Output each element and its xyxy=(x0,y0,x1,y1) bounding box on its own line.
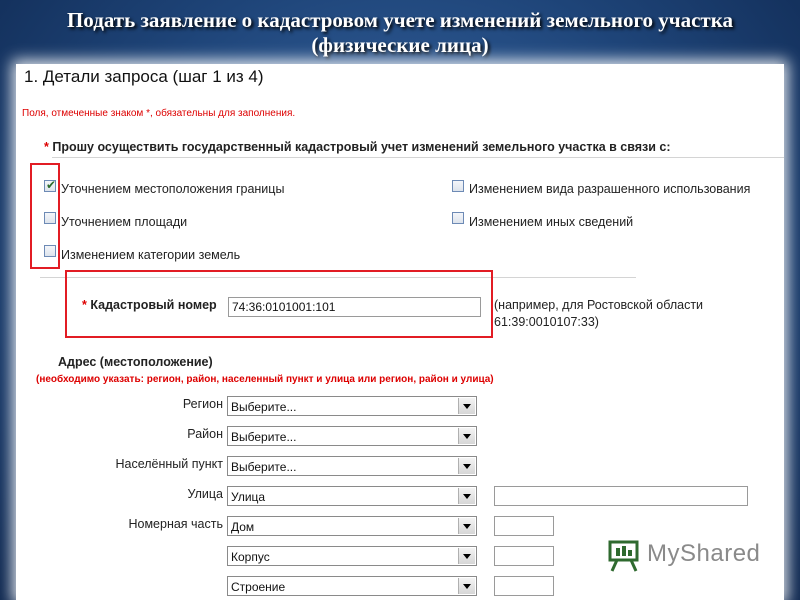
change-reason-question-text: Прошу осуществить государственный кадастровый учет изменений земельного участка в связи с: xyxy=(52,140,671,154)
required-fields-note: Поля, отмеченные знаком *, обязательны для заполнения. xyxy=(22,108,296,119)
step-title: 1. Детали запроса (шаг 1 из 4) xyxy=(24,67,264,86)
cadastral-number-label xyxy=(82,298,217,312)
building-type-select-value: Корпус xyxy=(231,550,270,564)
required-star: * xyxy=(82,298,87,312)
option-label-permitted-use: Изменением вида разрашенного использования xyxy=(469,182,751,196)
question-divider xyxy=(52,157,784,158)
dropdown-arrow-icon[interactable] xyxy=(458,518,475,534)
checkbox-permitted-use[interactable] xyxy=(452,180,464,192)
address-section-title: Адрес (местоположение) xyxy=(58,355,213,369)
required-star: * xyxy=(44,140,49,154)
district-label: Район xyxy=(187,427,223,441)
region-select-value: Выберите... xyxy=(231,400,297,414)
cadastral-number-input[interactable] xyxy=(228,297,481,317)
cadastral-number-label-text: Кадастровый номер xyxy=(90,298,217,312)
form-panel xyxy=(16,64,784,600)
structure-type-select-value: Строение xyxy=(231,580,286,594)
region-select[interactable] xyxy=(227,396,477,416)
house-type-select-value: Дом xyxy=(231,520,255,534)
district-select[interactable] xyxy=(227,426,477,446)
street-type-select[interactable] xyxy=(227,486,477,506)
slide-title-line2: (физические лица) xyxy=(311,33,489,57)
cadastral-hint-line2: 61:39:0010107:33) xyxy=(494,315,599,329)
region-label: Регион xyxy=(182,397,223,411)
slide-title-line1: Подать заявление о кадастровом учете изменений земельного участка xyxy=(66,8,734,32)
change-reason-question xyxy=(44,140,671,154)
option-label-land-category: Изменением категории земель xyxy=(61,248,241,262)
presentation-board-icon xyxy=(607,537,641,573)
dropdown-arrow-icon[interactable] xyxy=(458,578,475,594)
building-type-select[interactable] xyxy=(227,546,477,566)
checkbox-highlight-box xyxy=(30,163,60,269)
house-type-select[interactable] xyxy=(227,516,477,536)
address-required-note: (необходимо указать: регион, район, населенный пункт и улица или регион, район и улица) xyxy=(36,374,494,385)
structure-type-select[interactable] xyxy=(227,576,477,596)
house-number-input[interactable] xyxy=(494,516,554,536)
building-number-input[interactable] xyxy=(494,546,554,566)
locality-select-value: Выберите... xyxy=(231,460,297,474)
option-label-boundary-location: Уточнением местоположения границы xyxy=(61,182,285,196)
dropdown-arrow-icon[interactable] xyxy=(458,398,475,414)
house-number-label: Номерная часть xyxy=(128,517,223,531)
district-select-value: Выберите... xyxy=(231,430,297,444)
option-label-other-info: Изменением иных сведений xyxy=(469,215,634,229)
slide-title xyxy=(0,8,800,58)
locality-label: Населённый пункт xyxy=(115,457,223,471)
cadastral-number-hint xyxy=(494,297,703,331)
street-type-select-value: Улица xyxy=(231,490,266,504)
dropdown-arrow-icon[interactable] xyxy=(458,428,475,444)
structure-number-input[interactable] xyxy=(494,576,554,596)
checkbox-other-info[interactable] xyxy=(452,212,464,224)
dropdown-arrow-icon[interactable] xyxy=(458,548,475,564)
locality-select[interactable] xyxy=(227,456,477,476)
checkmark-icon: ✔ xyxy=(46,178,57,192)
watermark-brand-text: MyShared xyxy=(647,540,761,567)
street-name-input[interactable] xyxy=(494,486,748,506)
option-label-area: Уточнением площади xyxy=(61,215,188,229)
street-label: Улица xyxy=(187,487,223,501)
cadastral-hint-line1: (например, для Ростовской области xyxy=(494,298,704,312)
dropdown-arrow-icon[interactable] xyxy=(458,458,475,474)
dropdown-arrow-icon[interactable] xyxy=(458,488,475,504)
